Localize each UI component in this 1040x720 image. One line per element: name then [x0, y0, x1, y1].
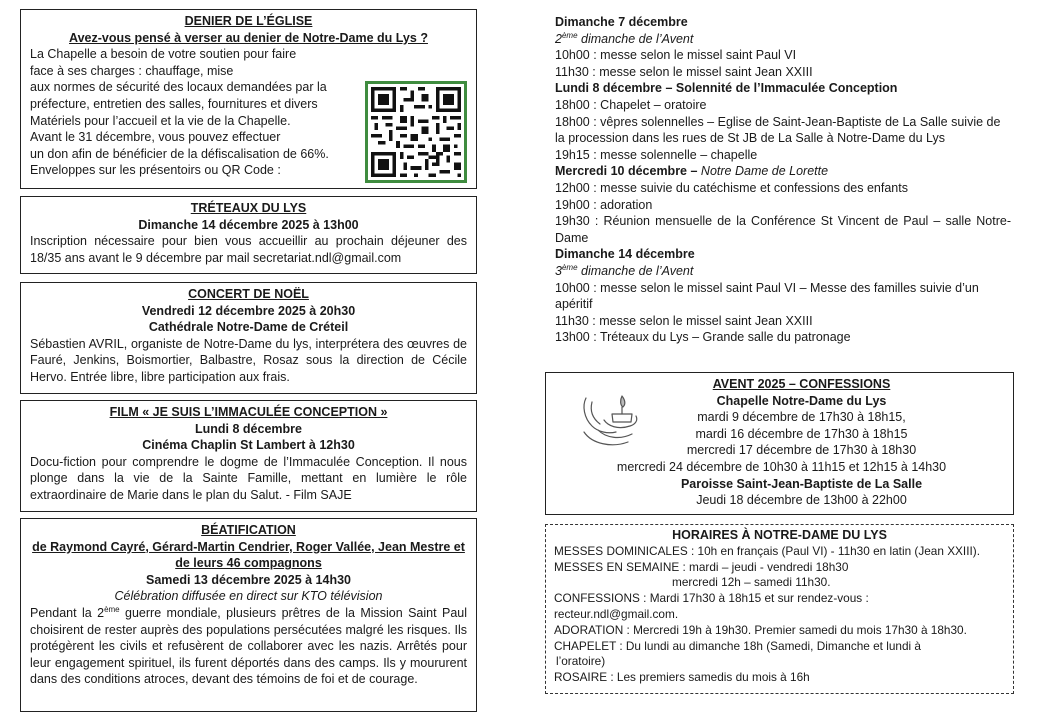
agenda-item: 19h15 : messe solennelle – chapelle	[555, 147, 758, 162]
agenda-day-title: Dimanche 14 décembre	[555, 247, 695, 262]
avent-place: Paroisse Saint-Jean-Baptiste de La Salle	[680, 476, 923, 491]
denier-line: La Chapelle a besoin de votre soutien pour faire	[30, 47, 297, 62]
beatification-date: Samedi 13 décembre 2025 à 14h30	[146, 572, 351, 587]
film-box	[20, 400, 477, 512]
agenda-item: 11h30 : messe selon le missel saint Jean XXIII	[555, 64, 813, 79]
agenda-day-title: Lundi 8 décembre – Solennité de l’Immaculée Conception	[555, 81, 898, 96]
denier-line: face à ses charges : chauffage, mise	[30, 63, 234, 78]
agenda-day-subtitle: 3ème dimanche de l’Avent	[555, 262, 694, 278]
avent-date: Jeudi 18 décembre de 13h00 à 22h00	[696, 493, 907, 508]
agenda-item: 10h00 : messe selon le missel saint Paul VI – Messe des familles suivie d’un apéritif	[555, 280, 979, 312]
horaires-email[interactable]: recteur.ndl@gmail.com.	[554, 606, 679, 621]
avent-date: mardi 9 décembre de 17h30 à 18h15,	[697, 410, 906, 425]
horaires-line: MESSES DOMINICALES : 10h en français (Paul VI) - 11h30 en latin (Jean XXIII).	[554, 543, 980, 558]
agenda-item: 19h00 : adoration	[555, 197, 653, 212]
horaires-line: ADORATION : Mercredi 19h à 19h30. Premier samedi du mois 17h30 à 18h30.	[554, 622, 967, 637]
concert-box	[20, 282, 477, 394]
denier-line: Enveloppes sur les présentoirs ou QR Code :	[30, 163, 281, 178]
denier-line: aux normes de sécurité des locaux demandées par la	[30, 80, 327, 95]
horaires-line: ROSAIRE : Les premiers samedis du mois à 16h	[554, 670, 810, 685]
horaires-line: l’oratoire)	[556, 654, 606, 669]
avent-title: AVENT 2025 – CONFESSIONS	[712, 377, 891, 391]
agenda-item: 10h00 : messe selon le missel saint Paul VI	[555, 48, 797, 63]
agenda-item: 11h30 : messe selon le missel saint Jean XXIII	[555, 313, 813, 328]
film-date: Lundi 8 décembre	[195, 421, 302, 436]
horaires-box	[545, 524, 1014, 694]
avent-date: mercredi 24 décembre de 10h30 à 11h15 et 12h15 à 14h30	[616, 459, 947, 474]
beatification-title: BÉATIFICATION	[201, 523, 296, 537]
denier-box	[20, 9, 477, 189]
horaires-line: CONFESSIONS : Mardi 17h30 à 18h15 et sur rendez-vous :	[554, 591, 869, 606]
horaires-line: CHAPELET : Du lundi au dimanche 18h (Samedi, Dimanche et lundi à	[554, 638, 921, 653]
denier-title: DENIER DE L’ÉGLISE	[184, 14, 313, 28]
agenda	[555, 14, 1011, 346]
concert-date: Vendredi 12 décembre 2025 à 20h30	[141, 303, 356, 318]
agenda-item: 18h00 : vêpres solennelles – Eglise de Saint-Jean-Baptiste de La Salle suivie de la procession dans les rues de St JB de La Salle à Notre-Dame du Lys	[555, 114, 1001, 146]
beatification-names: de Raymond Cayré, Gérard-Martin Cendrier, Roger Vallée, Jean Mestre et de leurs 46 compagnons	[32, 539, 465, 571]
avent-date: mardi 16 décembre de 17h30 à 18h15	[695, 426, 908, 441]
qr-code-icon[interactable]	[365, 81, 467, 183]
concert-place: Cathédrale Notre-Dame de Créteil	[148, 320, 349, 335]
denier-line: un don afin de bénéficier de la défiscalisation de 66%.	[30, 146, 329, 161]
film-place: Cinéma Chaplin St Lambert à 12h30	[142, 438, 355, 453]
denier-line: Matériels pour l’accueil et la vie de la Chapelle.	[30, 113, 291, 128]
treteaux-title: TRÉTEAUX DU LYS	[190, 201, 307, 215]
agenda-item: 13h00 : Tréteaux du Lys – Grande salle du patronage	[555, 330, 851, 345]
concert-text: Sébastien AVRIL, organiste de Notre-Dame du lys, interprétera des œuvres de Fauré, Jenkins, Boismortier, Balbastre, Rosaz sous la direction de Cécile Hervo. Entrée libre, libre participation aux frais.	[30, 336, 467, 384]
agenda-day-title: Mercredi 10 décembre – Notre Dame de Lorette	[555, 164, 829, 179]
avent-date: mercredi 17 décembre de 17h30 à 18h30	[686, 443, 917, 458]
avent-place: Chapelle Notre-Dame du Lys	[716, 393, 887, 408]
treteaux-date: Dimanche 14 décembre 2025 à 13h00	[138, 217, 359, 232]
agenda-day-subtitle: 2ème dimanche de l’Avent	[555, 30, 694, 46]
denier-line: Avant le 31 décembre, vous pouvez effectuer	[30, 130, 281, 145]
film-title: FILM « JE SUIS L’IMMACULÉE CONCEPTION »	[109, 405, 388, 419]
agenda-item: 12h00 : messe suivie du catéchisme et confessions des enfants	[555, 180, 908, 195]
concert-title: CONCERT DE NOËL	[188, 287, 309, 301]
horaires-line: mercredi 12h – samedi 11h30.	[672, 575, 831, 590]
denier-subtitle: Avez-vous pensé à verser au denier de Notre-Dame du Lys ?	[69, 30, 428, 45]
beatification-broadcast: Célébration diffusée en direct sur KTO télévision	[114, 589, 383, 604]
candle-hands-icon	[578, 392, 642, 450]
horaires-title: HORAIRES À NOTRE-DAME DU LYS	[672, 528, 887, 542]
film-text: Docu-fiction pour comprendre le dogme de l’Immaculée Conception. Il nous plonge dans la vie de la Sainte Famille, mettant en lumière le rôle extraordinaire de Marie dans le plan du Salut. - Film SAJE	[30, 454, 467, 502]
agenda-item: 19h30 : Réunion mensuelle de la Conférence St Vincent de Paul – salle Notre-Dame	[555, 214, 1011, 245]
treteaux-box	[20, 196, 477, 274]
agenda-item: 18h00 : Chapelet – oratoire	[555, 97, 707, 112]
treteaux-text: Inscription nécessaire pour bien vous accueillir au prochain déjeuner des 18/35 ans avant le 9 décembre par mail secretariat.ndl@gmail.com	[30, 234, 467, 265]
agenda-day-title: Dimanche 7 décembre	[555, 15, 688, 29]
beatification-box	[20, 518, 477, 712]
horaires-line: MESSES EN SEMAINE : mardi – jeudi - vendredi 18h30	[554, 559, 849, 574]
beatification-text: Pendant la 2ème guerre mondiale, plusieurs prêtres de la Mission Saint Paul choisirent de rester auprès des populations persécutées malgré les risques. Ils protégèrent les civils et refusèrent de collaborer avec les nazis. Arrêtés pour leur engagement spirituel, ils furent déportés dans des camps. Ils y moururent dans des conditions atroces, devant des témoins de foi et de courage.	[30, 604, 468, 687]
denier-line: préfecture, entretien des salles, fournitures et divers	[30, 96, 318, 111]
